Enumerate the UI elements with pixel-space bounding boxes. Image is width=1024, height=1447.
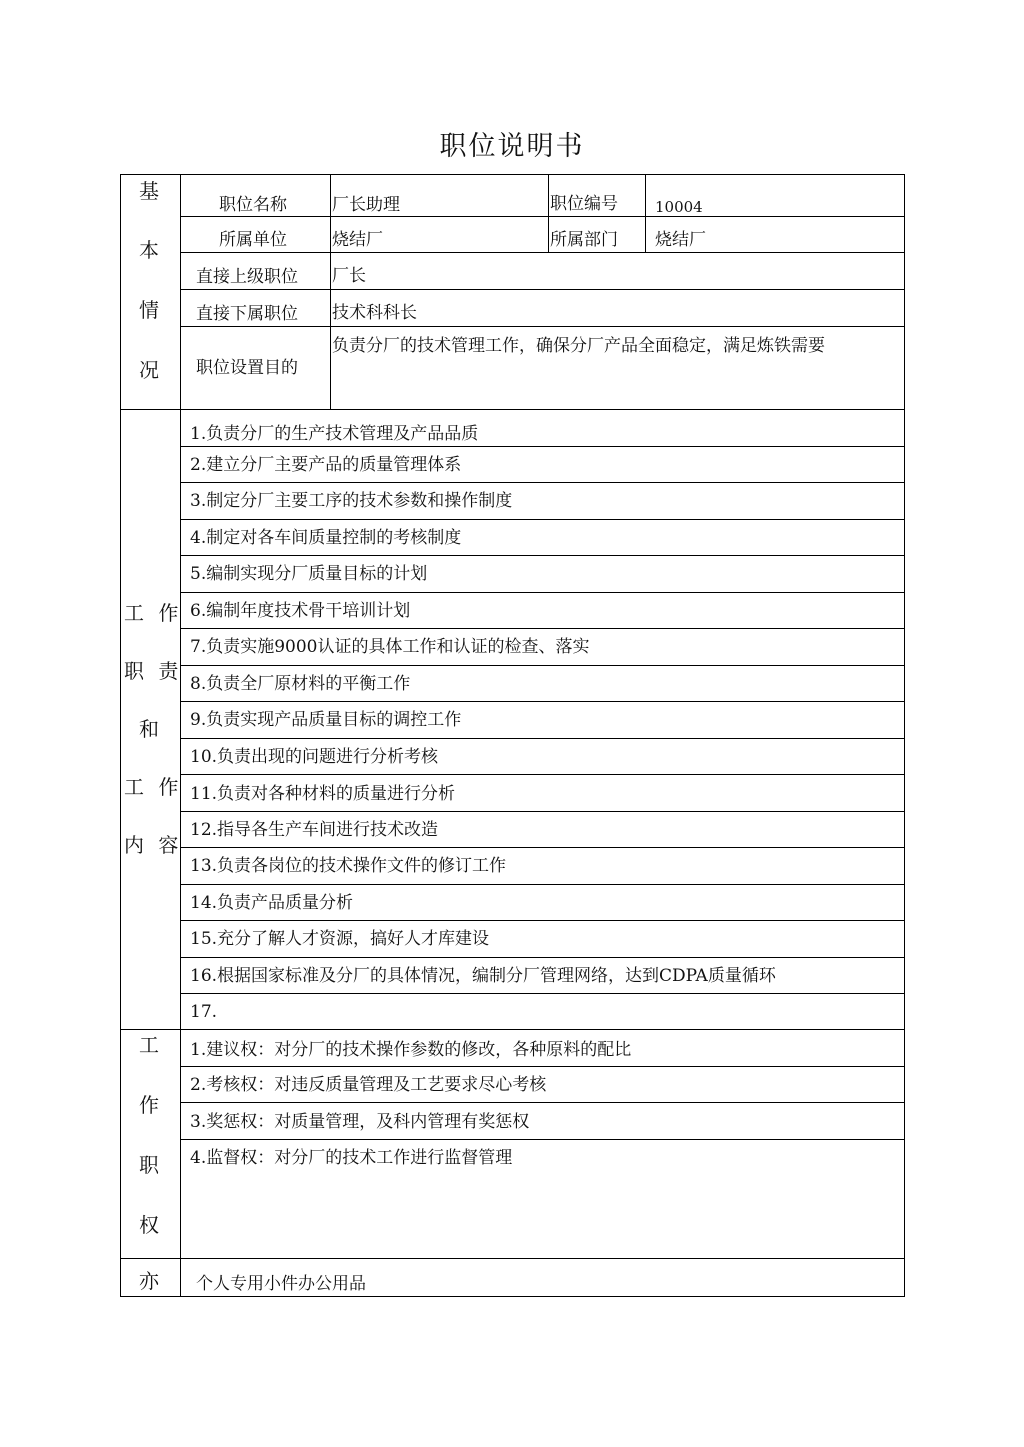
duty-item: 7.负责实施9000认证的具体工作和认证的检查、落实	[190, 637, 590, 657]
supplies-value: 个人专用小件办公用品	[196, 1274, 366, 1294]
duty-item: 3.制定分厂主要工序的技术参数和操作制度	[190, 491, 513, 511]
duties-label-5: 内 容	[124, 833, 183, 857]
authority-item: 2.考核权：对违反质量管理及工艺要求尽心考核	[190, 1075, 547, 1095]
dept-value: 烧结厂	[655, 230, 706, 250]
authority-label-4: 权	[139, 1213, 159, 1237]
basic-info-label-4: 况	[139, 358, 159, 382]
section-column-divider	[180, 174, 181, 1297]
duties-label-2: 职 责	[124, 659, 183, 683]
position-name-label: 职位名称	[219, 195, 287, 215]
duty-item: 5.编制实现分厂质量目标的计划	[190, 564, 428, 584]
basic-info-label-2: 本	[139, 238, 159, 262]
position-name-value: 厂长助理	[332, 195, 400, 215]
duty-item: 17.	[190, 1002, 218, 1022]
unit-label: 所属单位	[219, 230, 287, 250]
superior-label: 直接上级职位	[196, 267, 298, 287]
supplies-label: 亦	[139, 1269, 159, 1293]
duty-item: 12.指导各生产车间进行技术改造	[190, 820, 439, 840]
basic-info-label-3: 情	[139, 298, 159, 322]
duties-label-3: 和	[139, 717, 159, 741]
duty-item: 4.制定对各车间质量控制的考核制度	[190, 528, 462, 548]
duties-label-4: 工 作	[124, 775, 183, 799]
authority-label-2: 作	[139, 1093, 159, 1117]
superior-value: 厂长	[332, 266, 366, 286]
dept-label: 所属部门	[550, 230, 618, 250]
duty-item: 16.根据国家标准及分厂的具体情况，编制分厂管理网络，达到CDPA质量循环	[190, 966, 776, 986]
authority-label-1: 工	[139, 1033, 159, 1057]
duty-item: 10.负责出现的问题进行分析考核	[190, 747, 439, 767]
authority-item: 4.监督权：对分厂的技术工作进行监督管理	[190, 1148, 513, 1168]
subordinate-value: 技术科科长	[332, 303, 417, 323]
position-code-value: 10004	[655, 198, 703, 216]
authority-item: 3.奖惩权：对质量管理，及科内管理有奖惩权	[190, 1112, 530, 1132]
authority-label-3: 职	[139, 1153, 159, 1177]
purpose-label: 职位设置目的	[196, 358, 298, 378]
duty-item: 15.充分了解人才资源，搞好人才库建设	[190, 929, 490, 949]
basic-info-label-1: 基	[139, 179, 159, 203]
duty-item: 2.建立分厂主要产品的质量管理体系	[190, 455, 462, 475]
authority-item: 1.建议权：对分厂的技术操作参数的修改，各种原料的配比	[190, 1040, 632, 1060]
page-title: 职位说明书	[439, 131, 585, 162]
purpose-value: 负责分厂的技术管理工作，确保分厂产品全面稳定，满足炼铁需要	[332, 336, 825, 356]
unit-value: 烧结厂	[332, 230, 383, 250]
duty-item: 11.负责对各种材料的质量进行分析	[190, 784, 456, 804]
duty-item: 14.负责产品质量分析	[190, 893, 354, 913]
duty-item: 1.负责分厂的生产技术管理及产品品质	[190, 424, 479, 444]
duties-label-1: 工 作	[124, 601, 183, 625]
duty-item: 8.负责全厂原材料的平衡工作	[190, 674, 411, 694]
position-code-label: 职位编号	[550, 194, 618, 214]
duty-item: 13.负责各岗位的技术操作文件的修订工作	[190, 856, 507, 876]
duty-item: 6.编制年度技术骨干培训计划	[190, 601, 411, 621]
duty-item: 9.负责实现产品质量目标的调控工作	[190, 710, 462, 730]
subordinate-label: 直接下属职位	[196, 304, 298, 324]
